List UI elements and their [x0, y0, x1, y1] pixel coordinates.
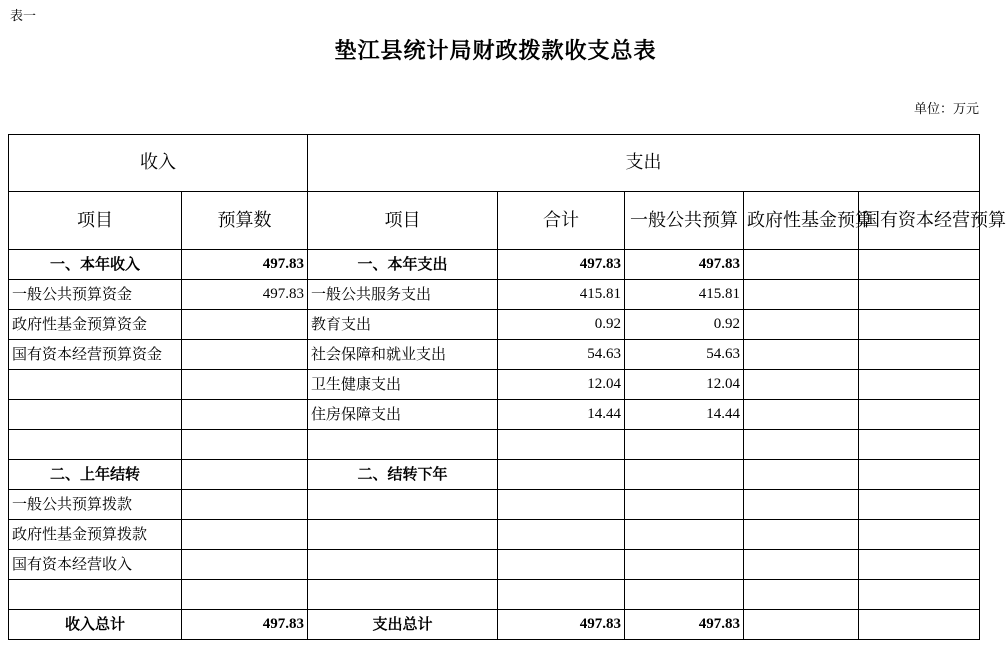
- expense-item-cell: 社会保障和就业支出: [308, 340, 498, 370]
- state-capital-budget-cell: [859, 430, 980, 460]
- expense-item-cell: [308, 490, 498, 520]
- table-row: [9, 430, 980, 460]
- gov-fund-budget-cell: [744, 610, 859, 640]
- state-capital-budget-cell: [859, 550, 980, 580]
- table-row: [9, 310, 980, 340]
- gov-fund-budget-cell: [744, 580, 859, 610]
- income-item-cell: 一般公共预算资金: [9, 280, 182, 310]
- expense-total-cell: 415.81: [498, 280, 625, 310]
- expense-total-cell: [498, 490, 625, 520]
- income-amount-cell: [182, 460, 308, 490]
- state-capital-budget-cell: [859, 400, 980, 430]
- table-row: [9, 550, 980, 580]
- table-row: [9, 490, 980, 520]
- income-amount-cell: [182, 490, 308, 520]
- gov-fund-budget-header: 政府性基金预算: [744, 192, 859, 250]
- table-row: [9, 340, 980, 370]
- general-budget-cell: 497.83: [625, 250, 744, 280]
- income-item-cell: 国有资本经营预算资金: [9, 340, 182, 370]
- general-budget-cell: 12.04: [625, 370, 744, 400]
- general-budget-header: 一般公共预算: [625, 192, 744, 250]
- general-budget-cell: [625, 490, 744, 520]
- table-row: [9, 280, 980, 310]
- expense-total-cell: [498, 460, 625, 490]
- income-item-header: 项目: [9, 192, 182, 250]
- state-capital-budget-cell: [859, 580, 980, 610]
- state-capital-budget-cell: [859, 370, 980, 400]
- expense-header: 支出: [308, 135, 980, 192]
- general-budget-cell: [625, 550, 744, 580]
- state-capital-budget-cell: [859, 250, 980, 280]
- income-item-cell: 国有资本经营收入: [9, 550, 182, 580]
- table-row: [9, 580, 980, 610]
- general-budget-cell: 415.81: [625, 280, 744, 310]
- state-capital-budget-cell: [859, 340, 980, 370]
- gov-fund-budget-cell: [744, 250, 859, 280]
- expense-item-cell: 一般公共服务支出: [308, 280, 498, 310]
- gov-fund-budget-cell: [744, 490, 859, 520]
- income-item-cell: 政府性基金预算拨款: [9, 520, 182, 550]
- income-item-cell: 一般公共预算拨款: [9, 490, 182, 520]
- income-item-cell: [9, 430, 182, 460]
- general-budget-cell: [625, 460, 744, 490]
- gov-fund-budget-cell: [744, 430, 859, 460]
- expense-item-header: 项目: [308, 192, 498, 250]
- gov-fund-budget-cell: [744, 460, 859, 490]
- expense-total-cell: [498, 430, 625, 460]
- general-budget-cell: 497.83: [625, 610, 744, 640]
- expense-total-cell: 14.44: [498, 400, 625, 430]
- gov-fund-budget-cell: [744, 370, 859, 400]
- income-item-cell: 政府性基金预算资金: [9, 310, 182, 340]
- income-amount-cell: [182, 580, 308, 610]
- income-amount-cell: [182, 340, 308, 370]
- expense-total-cell: [498, 550, 625, 580]
- expense-item-cell: 教育支出: [308, 310, 498, 340]
- general-budget-cell: 14.44: [625, 400, 744, 430]
- state-capital-budget-cell: [859, 610, 980, 640]
- table-number: 表一: [10, 9, 37, 24]
- general-budget-cell: [625, 580, 744, 610]
- table-row: [9, 460, 980, 490]
- expense-item-cell: 支出总计: [308, 610, 498, 640]
- state-capital-budget-cell: [859, 520, 980, 550]
- income-item-cell: 二、上年结转: [9, 460, 182, 490]
- state-capital-budget-header: 国有资本经营预算: [859, 192, 980, 250]
- table-row: [9, 400, 980, 430]
- state-capital-budget-cell: [859, 280, 980, 310]
- gov-fund-budget-cell: [744, 310, 859, 340]
- state-capital-budget-cell: [859, 310, 980, 340]
- budget-table: [8, 134, 1006, 640]
- expense-item-cell: 住房保障支出: [308, 400, 498, 430]
- table-row: [9, 370, 980, 400]
- expense-total-cell: 12.04: [498, 370, 625, 400]
- income-amount-cell: 497.83: [182, 280, 308, 310]
- expense-total-cell: 54.63: [498, 340, 625, 370]
- budget-amount-header: 预算数: [182, 192, 308, 250]
- income-amount-cell: 497.83: [182, 610, 308, 640]
- expense-item-cell: [308, 580, 498, 610]
- expense-total-cell: 497.83: [498, 250, 625, 280]
- gov-fund-budget-cell: [744, 550, 859, 580]
- gov-fund-budget-cell: [744, 520, 859, 550]
- income-amount-cell: [182, 520, 308, 550]
- income-item-cell: 一、本年收入: [9, 250, 182, 280]
- unit-label: 单位：万元: [913, 102, 979, 117]
- table-row: [9, 610, 980, 640]
- expense-total-cell: [498, 520, 625, 550]
- gov-fund-budget-cell: [744, 400, 859, 430]
- expense-total-cell: [498, 580, 625, 610]
- income-amount-cell: [182, 550, 308, 580]
- income-amount-cell: [182, 400, 308, 430]
- income-amount-cell: [182, 310, 308, 340]
- expense-item-cell: 卫生健康支出: [308, 370, 498, 400]
- income-item-cell: [9, 580, 182, 610]
- table-row: [9, 250, 980, 280]
- expense-total-cell: 0.92: [498, 310, 625, 340]
- gov-fund-budget-cell: [744, 280, 859, 310]
- expense-item-cell: [308, 520, 498, 550]
- income-item-cell: [9, 370, 182, 400]
- expense-item-cell: 二、结转下年: [308, 460, 498, 490]
- income-item-cell: [9, 400, 182, 430]
- expense-item-cell: [308, 430, 498, 460]
- income-header: 收入: [9, 135, 308, 192]
- income-item-cell: 收入总计: [9, 610, 182, 640]
- page-title: 垫江县统计局财政拨款收支总表: [334, 38, 657, 64]
- general-budget-cell: [625, 430, 744, 460]
- general-budget-cell: 54.63: [625, 340, 744, 370]
- expense-item-cell: 一、本年支出: [308, 250, 498, 280]
- general-budget-cell: 0.92: [625, 310, 744, 340]
- general-budget-cell: [625, 520, 744, 550]
- income-amount-cell: [182, 370, 308, 400]
- total-header: 合计: [498, 192, 625, 250]
- expense-item-cell: [308, 550, 498, 580]
- state-capital-budget-cell: [859, 460, 980, 490]
- income-amount-cell: 497.83: [182, 250, 308, 280]
- table-row: [9, 520, 980, 550]
- expense-total-cell: 497.83: [498, 610, 625, 640]
- income-amount-cell: [182, 430, 308, 460]
- gov-fund-budget-cell: [744, 340, 859, 370]
- state-capital-budget-cell: [859, 490, 980, 520]
